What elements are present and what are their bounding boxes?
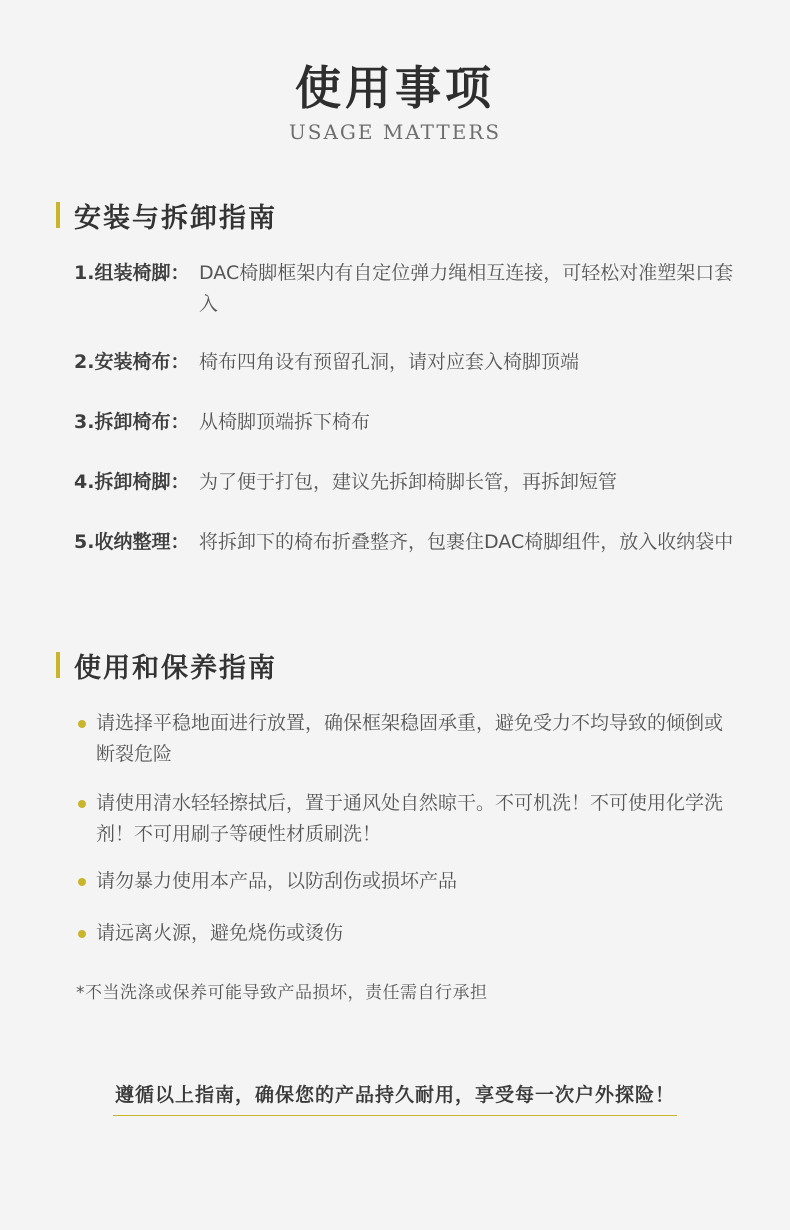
care-item [78, 866, 738, 897]
accent-bar [56, 652, 60, 678]
accent-bar [56, 202, 60, 228]
care-item-text: 请使用清水轻轻擦拭后，置于通风处自然晾干。不可机洗！不可使用化学洗剂！不可用刷子等硬性材质刷洗！ [96, 792, 724, 845]
install-step [74, 258, 734, 320]
care-section-heading [56, 648, 277, 682]
step-text: 从椅脚顶端拆下椅布 [199, 411, 371, 433]
care-note: *不当洗涤或保养可能导致产品损坏，责任需自行承担 [76, 983, 488, 1003]
install-step [74, 467, 734, 498]
install-heading-text: 安装与拆卸指南 [74, 202, 277, 234]
install-section-heading [56, 198, 277, 232]
step-text: 为了便于打包，建议先拆卸椅脚长管，再拆卸短管 [199, 471, 618, 493]
page-subtitle: USAGE MATTERS [288, 120, 502, 144]
step-label: 3.拆卸椅布： [74, 411, 190, 433]
step-text: DAC椅脚框架内有自定位弹力绳相互连接，可轻松对准塑架口套入 [199, 262, 734, 315]
step-text: 将拆卸下的椅布折叠整齐，包裹住DAC椅脚组件，放入收纳袋中 [199, 531, 734, 553]
bullet-dot-icon [78, 720, 86, 728]
step-label: 2.安装椅布： [74, 351, 190, 373]
install-step [74, 347, 734, 378]
footer-text: 遵循以上指南，确保您的产品持久耐用，享受每一次户外探险！ [113, 1080, 677, 1116]
care-item [78, 708, 738, 770]
step-label: 5.收纳整理： [74, 531, 190, 553]
care-heading-text: 使用和保养指南 [74, 652, 277, 684]
care-item-text: 请远离火源，避免烧伤或烫伤 [96, 922, 344, 944]
bullet-dot-icon [78, 878, 86, 886]
install-step [74, 527, 734, 558]
step-label: 1.组装椅脚： [74, 262, 190, 284]
bullet-dot-icon [78, 800, 86, 808]
footer [0, 1080, 790, 1116]
install-step [74, 407, 734, 438]
bullet-dot-icon [78, 930, 86, 938]
step-label: 4.拆卸椅脚： [74, 471, 190, 493]
care-item-text: 请选择平稳地面进行放置，确保框架稳固承重，避免受力不均导致的倾倒或断裂危险 [96, 712, 724, 765]
care-item [78, 788, 738, 850]
care-item [78, 918, 738, 949]
step-text: 椅布四角设有预留孔洞，请对应套入椅脚顶端 [199, 351, 580, 373]
care-item-text: 请勿暴力使用本产品，以防刮伤或损坏产品 [96, 870, 458, 892]
page-title: 使用事项 [295, 61, 495, 115]
